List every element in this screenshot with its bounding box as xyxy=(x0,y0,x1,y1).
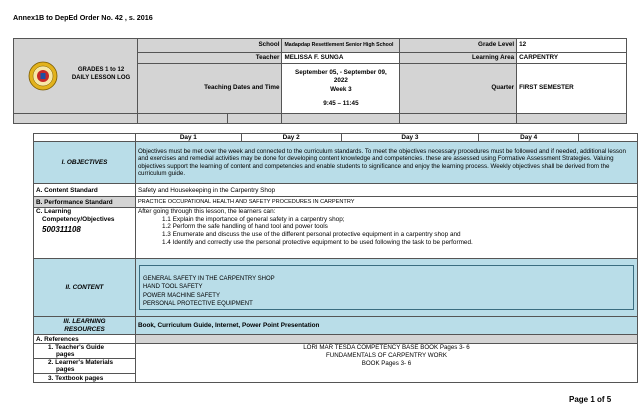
learning-area-value: CARPENTRY xyxy=(517,53,627,64)
references-label: A. References xyxy=(34,335,136,344)
dates-value: September 05, - September 09, 2022 Week 3 9:45 – 11:45 xyxy=(282,64,400,114)
school-label: School xyxy=(137,39,282,53)
teacher-label: Teacher xyxy=(137,53,282,64)
quarter-label: Quarter xyxy=(400,64,517,114)
content-cell xyxy=(135,259,637,317)
quarter-value: FIRST SEMESTER xyxy=(517,64,627,114)
school-value: Madapdap Resettlement Senior High School xyxy=(282,39,400,53)
day-3-header: Day 3 xyxy=(341,134,479,142)
performance-standard-label: B. Performance Standard xyxy=(34,197,136,208)
objectives-label: I. OBJECTIVES xyxy=(34,142,136,184)
page-number: Page 1 of 5 xyxy=(569,395,612,404)
competency-label: C. Learning Competency/Objectives 500311108 xyxy=(34,208,136,259)
references-value: LORI MAR TESDA COMPETENCY BASE BOOK Pages 3- 6 FUNDAMENTALS OF CARPENTRY WORK BOOK Pages 3- 6 xyxy=(135,344,637,383)
content-item: POWER MACHINE SAFETY xyxy=(142,292,220,299)
teachers-guide-label: 1. Teacher's Guide pages xyxy=(34,344,136,359)
logo-cell xyxy=(14,39,138,114)
learning-area-label: Learning Area xyxy=(400,53,517,64)
content-item: GENERAL SAFETY IN THE CARPENTRY SHOP xyxy=(142,276,275,283)
competency-item: 1.1 Explain the importance of general safety in a carpentry shop; xyxy=(161,215,345,223)
resources-value: Book, Curriculum Guide, Internet, Power Point Presentation xyxy=(135,317,637,335)
competency-item: 1.2 Perform the safe handling of hand tool and power tools xyxy=(161,223,328,231)
content-item: PERSONAL PROTECTIVE EQUIPMENT xyxy=(142,300,253,307)
annex-title: Annex1B to DepEd Order No. 42 , s. 2016 xyxy=(13,13,153,22)
competency-code: 500311108 xyxy=(42,224,81,234)
objectives-text: Objectives must be met over the week and connected to the curriculum standards. To meet the objectives necessary procedures must be followed and if needed, additional lesson and exercises and remedial activities may be done for developing content knowledge and competencies. these are assessed using Formative Assessment Strategies. Valuing objectives support the learning of content and competencies and enable students to significance and enjoy the learning process. Weekly objectives shall be derived from the curriculum guide. xyxy=(135,142,637,184)
learners-materials-label: 2. Learner's Materials pages xyxy=(34,359,136,374)
log-name: DAILY LESSON LOG xyxy=(71,75,131,82)
grades-label: GRADES 1 to 12 xyxy=(77,67,125,73)
header-table xyxy=(13,38,627,124)
teacher-value: MELISSA F. SUNGA xyxy=(282,53,400,64)
day-4-header: Day 4 xyxy=(479,134,579,142)
content-standard-label: A. Content Standard xyxy=(34,184,136,197)
competency-item: 1.3 Enumerate and discuss the use of the different personal protective equipment in a carpentry shop and xyxy=(161,231,461,239)
content-standard-value: Safety and Housekeeping in the Carpentry Shop xyxy=(135,184,637,197)
grade-level-label: Grade Level xyxy=(400,39,517,53)
competency-value: After going through this lesson, the learners can: 1.1 Explain the importance of general safety in a carpentry shop; 1.2 Perform the safe handling of hand tool and power tools 1.3 Enumerate and discuss the use of the different personal protective equipment in a carpentry shop and 1.4 Identify and correctly use the personal protective equipment to be used following the task to be performed. xyxy=(135,208,637,259)
grade-level-value: 12 xyxy=(517,39,627,53)
resources-label: III. LEARNING RESOURCES xyxy=(34,317,136,335)
lesson-table xyxy=(33,133,638,383)
competency-item: 1.4 Identify and correctly use the personal protective equipment to be used following the task to be performed. xyxy=(161,238,473,246)
performance-standard-value: PRACTICE OCCUPATIONAL HEALTH AND SAFETY PROCEDURES IN CARPENTRY xyxy=(135,197,637,208)
day-2-header: Day 2 xyxy=(241,134,341,142)
dates-label: Teaching Dates and Time xyxy=(137,64,282,114)
content-label: II. CONTENT xyxy=(34,259,136,317)
content-item: HAND TOOL SAFETY xyxy=(142,284,203,291)
day-1-header: Day 1 xyxy=(135,134,241,142)
deped-seal-icon xyxy=(28,61,58,91)
textbook-label: 3. Textbook pages xyxy=(34,374,136,383)
